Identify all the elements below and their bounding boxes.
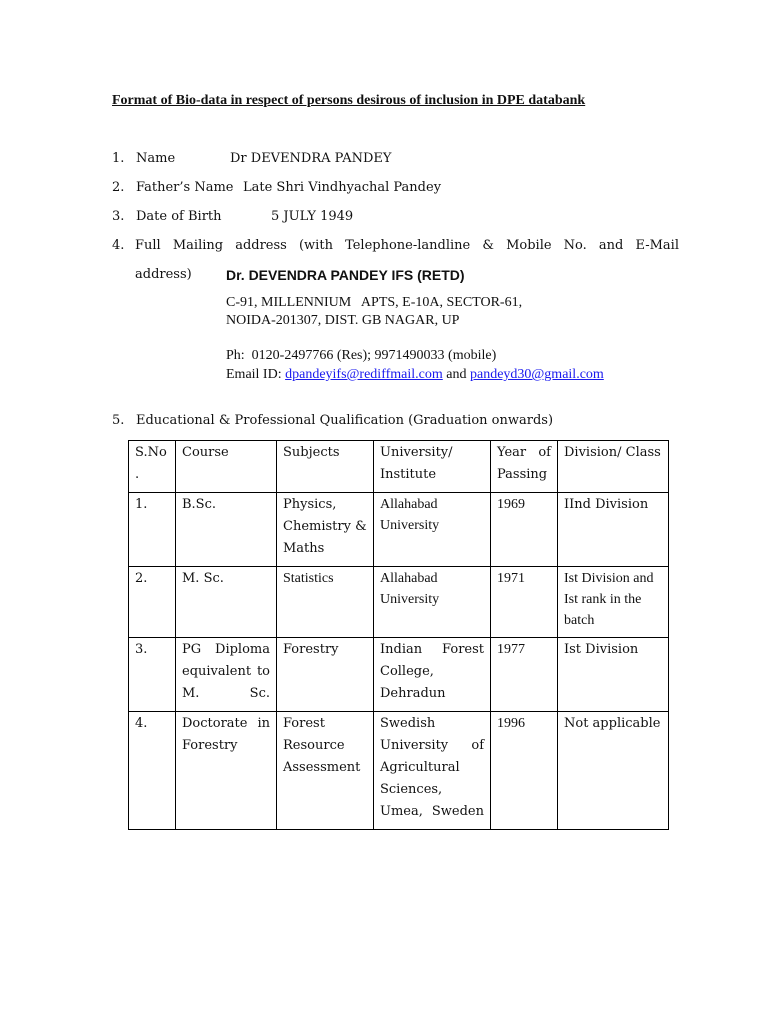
item-name-value: Dr DEVENDRA PANDEY	[230, 151, 392, 166]
cell-course: PG Diploma equivalent to M. Sc.	[176, 638, 277, 712]
address-email-line	[226, 367, 604, 383]
header-division: Division/ Class	[558, 441, 669, 493]
item-address-number: 4.	[112, 238, 125, 253]
item-father-value: Late Shri Vindhyachal Pandey	[243, 180, 442, 195]
address-label-word: &	[482, 238, 494, 253]
email-label: Email ID:	[226, 367, 282, 382]
cell-sno: 3.	[129, 638, 176, 712]
address-label-word: Mailing	[172, 238, 224, 253]
cell-subjects: Statistics	[277, 567, 374, 638]
cell-course: B.Sc.	[176, 493, 277, 567]
cell-university: Indian Forest College, Dehradun	[374, 638, 491, 712]
cell-division: IInd Division	[558, 493, 669, 567]
header-sno: S.No .	[129, 441, 176, 493]
table-row	[129, 638, 669, 712]
item-education-label: Educational & Professional Qualification (Graduation onwards)	[136, 413, 554, 428]
header-subjects: Subjects	[277, 441, 374, 493]
address-label-word: and	[598, 238, 624, 253]
cell-sno: 2.	[129, 567, 176, 638]
item-name-label: Name	[136, 151, 176, 166]
address-line-1: C-91, MILLENNIUM APTS, E-10A, SECTOR-61,	[226, 295, 523, 310]
cell-year: 1971	[491, 567, 558, 638]
address-phone: Ph: 0120-2497766 (Res); 9971490033 (mobile)	[226, 348, 497, 363]
table-row	[129, 567, 669, 638]
qualification-table	[128, 440, 669, 830]
address-label-word: Telephone-landline	[345, 238, 471, 253]
cell-sno: 4.	[129, 712, 176, 830]
table-header-row	[129, 441, 669, 493]
header-university: University/ Institute	[374, 441, 491, 493]
document-heading: Format of Bio-data in respect of persons desirous of inclusion in DPE databank	[112, 93, 586, 108]
cell-division: Not applicable	[558, 712, 669, 830]
cell-university: Allahabad University	[374, 567, 491, 638]
cell-division: Ist Division and Ist rank in the batch	[558, 567, 669, 638]
cell-university: Allahabad University	[374, 493, 491, 567]
header-year: Year of Passing	[491, 441, 558, 493]
email-link-gmail[interactable]: pandeyd30@gmail.com	[469, 367, 604, 382]
address-line-2: NOIDA-201307, DIST. GB NAGAR, UP	[226, 313, 460, 328]
email-and: and	[446, 367, 467, 382]
cell-year: 1969	[491, 493, 558, 567]
cell-subjects: Physics, Chemistry & Maths	[277, 493, 374, 567]
table-row	[129, 712, 669, 830]
cell-sno: 1.	[129, 493, 176, 567]
item-education-number: 5.	[112, 413, 125, 428]
cell-year: 1977	[491, 638, 558, 712]
cell-division: Ist Division	[558, 638, 669, 712]
table-row	[129, 493, 669, 567]
address-label-word: No.	[563, 238, 587, 253]
address-name: Dr. DEVENDRA PANDEY IFS (RETD)	[226, 267, 465, 283]
address-label-word: Mobile	[506, 238, 552, 253]
item-dob-value: 5 JULY 1949	[271, 209, 354, 224]
item-father-number: 2.	[112, 180, 125, 195]
item-address-label	[135, 238, 679, 253]
item-name-number: 1.	[112, 151, 125, 166]
address-label-word: (with	[298, 238, 333, 253]
cell-course: M. Sc.	[176, 567, 277, 638]
item-address-label-continued: address)	[135, 267, 192, 282]
address-label-word: Full	[135, 238, 161, 253]
cell-year: 1996	[491, 712, 558, 830]
address-label-word: E-Mail	[635, 238, 679, 253]
cell-university: Swedish University of Agricultural Sciences, Umea, Sweden	[374, 712, 491, 830]
item-father-label: Father’s Name	[136, 180, 234, 195]
item-dob-label: Date of Birth	[136, 209, 222, 224]
address-label-word: address	[235, 238, 287, 253]
cell-course: Doctorate in Forestry	[176, 712, 277, 830]
email-link-rediffmail[interactable]: dpandeyifs@rediffmail.com	[285, 367, 443, 382]
item-dob-number: 3.	[112, 209, 125, 224]
cell-subjects: Forestry	[277, 638, 374, 712]
header-course: Course	[176, 441, 277, 493]
cell-subjects: Forest Resource Assessment	[277, 712, 374, 830]
